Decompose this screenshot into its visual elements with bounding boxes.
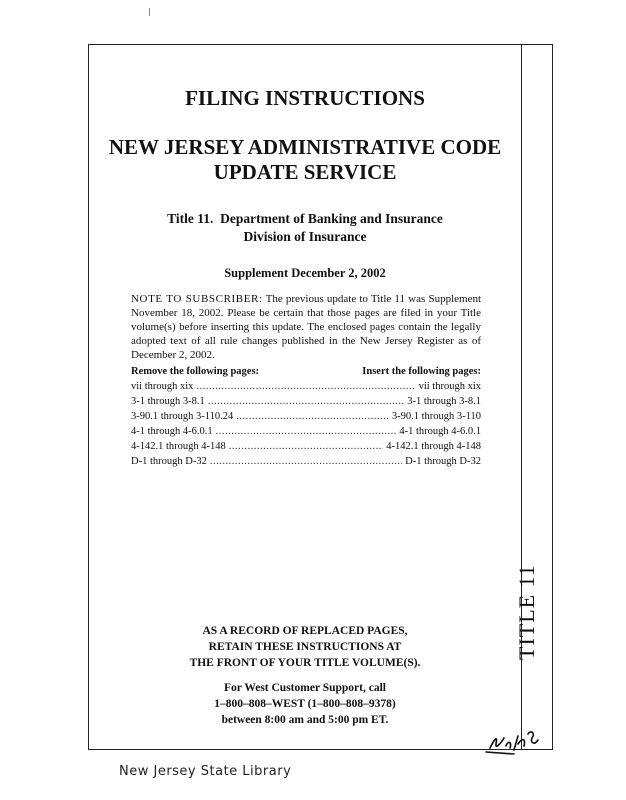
code-heading-line1: NEW JERSEY ADMINISTRATIVE CODE <box>108 135 502 159</box>
remove-header: Remove the following pages: <box>131 366 260 377</box>
insert-pages: 3-90.1 through 3-110 <box>391 411 481 422</box>
title-heading <box>100 210 510 246</box>
note-body: The previous update to Title 11 was Supplement November 18, 2002. Please be certain that those pages are filed in your Title volume(s) before inserting this update. The enclosed pages contain the legally adopted text of all rule changes published in the New Jersey Register as of December 2, 2002. <box>131 293 482 361</box>
leader-dots <box>216 426 397 437</box>
code-heading <box>100 135 510 185</box>
remove-pages: vii through xix <box>131 381 194 392</box>
supplement-date: Supplement December 2, 2002 <box>224 266 386 280</box>
insert-pages: vii through xix <box>418 381 481 392</box>
remove-pages: 4-1 through 4-6.0.1 <box>131 426 213 437</box>
page-table-header <box>131 366 481 377</box>
support-line1: For West Customer Support, call <box>224 682 386 694</box>
library-stamp: New Jersey State Library <box>119 764 292 779</box>
insert-pages: 4-1 through 4-6.0.1 <box>399 426 481 437</box>
code-heading-line2: UPDATE SERVICE <box>213 160 397 184</box>
remove-pages: 4-142.1 through 4-148 <box>131 441 226 452</box>
table-row <box>131 426 481 441</box>
remove-pages: D-1 through D-32 <box>131 456 207 467</box>
table-row <box>131 381 481 396</box>
leader-dots <box>229 441 383 452</box>
insert-pages: 4-142.1 through 4-148 <box>386 441 481 452</box>
remove-pages: 3-90.1 through 3-110.24 <box>131 411 234 422</box>
leader-dots <box>196 381 415 392</box>
insert-header: Insert the following pages: <box>362 366 481 377</box>
scan-mark <box>149 8 150 16</box>
table-row <box>131 456 481 471</box>
page-title: FILING INSTRUCTIONS <box>185 86 425 110</box>
table-row <box>131 396 481 411</box>
leader-dots <box>236 411 389 422</box>
handwritten-initials <box>484 720 544 756</box>
record-line1: AS A RECORD OF REPLACED PAGES, <box>202 625 408 637</box>
leader-dots <box>210 456 402 467</box>
table-row <box>131 411 481 426</box>
leader-dots <box>208 396 404 407</box>
remove-pages: 3-1 through 3-8.1 <box>131 396 205 407</box>
customer-support <box>100 680 510 728</box>
record-line2: RETAIN THESE INSTRUCTIONS AT <box>208 641 402 653</box>
insert-pages: 3-1 through 3-8.1 <box>407 396 481 407</box>
support-hours: between 8:00 am and 5:00 pm ET. <box>221 714 389 726</box>
page-table <box>131 381 481 471</box>
subscriber-note <box>131 292 481 362</box>
insert-pages: D-1 through D-32 <box>405 456 481 467</box>
record-line3: THE FRONT OF YOUR TITLE VOLUME(S). <box>189 657 421 669</box>
support-phone: 1–800–808–WEST (1–800–808–9378) <box>214 698 396 710</box>
table-row <box>131 441 481 456</box>
title-tab-label: TITLE 11 <box>514 564 539 660</box>
title-heading-line2: Division of Insurance <box>243 229 367 244</box>
title-heading-line1: Title 11. Department of Banking and Insurance <box>167 211 443 226</box>
note-lead: NOTE TO SUBSCRIBER: <box>131 293 263 305</box>
record-notice <box>100 623 510 671</box>
